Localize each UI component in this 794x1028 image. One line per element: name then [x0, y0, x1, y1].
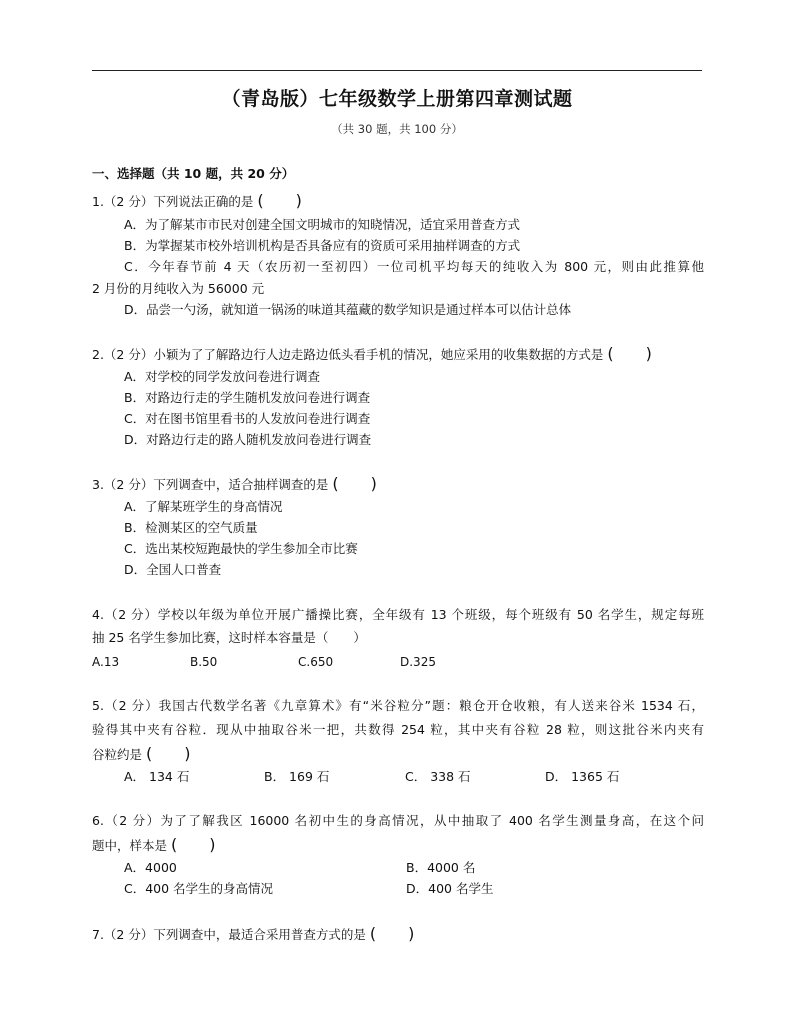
- option-b: B． 169 石: [264, 769, 330, 784]
- question-4-stem-continued: 抽 25 名学生参加比赛，这时样本容量是（ ）: [92, 630, 366, 645]
- section-heading: 一、选择题（共 10 题，共 20 分）: [92, 166, 295, 181]
- option-d: D．400 名学生: [406, 881, 494, 896]
- question-1-stem: 1.（2 分）下列说法正确的是 ( ): [92, 191, 302, 210]
- option-c: C.650: [298, 655, 334, 669]
- answer-blank: ( ): [332, 474, 377, 493]
- question-3-stem: 3.（2 分）下列调查中，适合抽样调查的是 ( ): [92, 474, 377, 493]
- answer-blank: ( ): [257, 191, 302, 210]
- option-a: A．为了解某市市民对创建全国文明城市的知晓情况，适宜采用普查方式: [124, 217, 521, 232]
- question-4-stem: 4.（2 分）学校以年级为单位开展广播操比赛，全年级有 13 个班级，每个班级有 50 名学生，规定每班: [92, 607, 704, 622]
- option-d: D．对路边行走的路人随机发放问卷进行调查: [124, 432, 372, 447]
- option-c: C．对在图书馆里看书的人发放问卷进行调查: [124, 411, 371, 426]
- option-c-continued: 2 月份的月纯收入为 56000 元: [92, 281, 265, 296]
- option-a: A．对学校的同学发放问卷进行调查: [124, 369, 321, 384]
- option-c: C． 338 石: [405, 769, 471, 784]
- question-6-stem-continued: 题中，样本是 ( ): [92, 835, 216, 854]
- answer-blank: ( ): [369, 924, 415, 943]
- option-b: B．为掌握某市校外培训机构是否具备应有的资质可采用抽样调查的方式: [124, 238, 521, 253]
- question-5-options: [124, 768, 704, 786]
- option-a: A.13: [92, 655, 120, 669]
- question-2-stem: 2.（2 分）小颖为了了解路边行人边走路边低头看手机的情况，她应采用的收集数据的方式是 ( ): [92, 344, 652, 363]
- option-c: C．选出某校短跑最快的学生参加全市比赛: [124, 541, 358, 556]
- option-b: B．检测某区的空气质量: [124, 520, 258, 535]
- option-b: B．4000 名: [406, 860, 476, 875]
- question-5-stem-end: 谷粒约是 ( ): [92, 744, 191, 763]
- answer-blank: ( ): [607, 344, 652, 363]
- page-subtitle: （共 30 题，共 100 分）: [331, 122, 463, 136]
- option-b: B.50: [190, 655, 218, 669]
- option-a: A．了解某班学生的身高情况: [124, 499, 283, 514]
- question-5-stem: 5.（2 分）我国古代数学名著《九章算术》有“米谷粒分”题：粮仓开仓收粮，有人送来谷米 1534 石，: [92, 698, 704, 713]
- option-a: A．4000: [124, 860, 177, 875]
- page-title: （青岛版）七年级数学上册第四章测试题: [221, 88, 573, 110]
- option-b: B．对路边行走的学生随机发放问卷进行调查: [124, 390, 371, 405]
- option-c: C．400 名学生的身高情况: [124, 881, 274, 896]
- answer-blank: ( ): [146, 744, 191, 763]
- question-5-stem-continued: 验得其中夹有谷粒．现从中抽取谷米一把，共数得 254 粒，其中夹有谷粒 28 粒，则这批谷米内夹有: [92, 722, 704, 737]
- option-d: D． 1365 石: [545, 769, 620, 784]
- option-c: C．今年春节前 4 天（农历初一至初四）一位司机平均每天的纯收入为 800 元，则由此推算他: [124, 259, 704, 274]
- question-4-options: [92, 653, 704, 671]
- option-a: A． 134 石: [124, 769, 190, 784]
- option-d: D．品尝一勺汤，就知道一锅汤的味道其蕴藏的数学知识是通过样本可以估计总体: [124, 302, 572, 317]
- question-7-stem: 7.（2 分）下列调查中，最适合采用普查方式的是 ( ): [92, 924, 415, 943]
- question-6-stem: 6.（2 分）为了了解我区 16000 名初中生的身高情况，从中抽取了 400 名学生测量身高，在这个问: [92, 813, 704, 828]
- question-6-options-row-2: [124, 880, 704, 898]
- question-6-options-row-1: [124, 859, 704, 877]
- answer-blank: ( ): [171, 835, 216, 854]
- option-d: D．全国人口普查: [124, 562, 222, 577]
- option-d: D.325: [400, 655, 436, 669]
- top-rule: [92, 70, 702, 71]
